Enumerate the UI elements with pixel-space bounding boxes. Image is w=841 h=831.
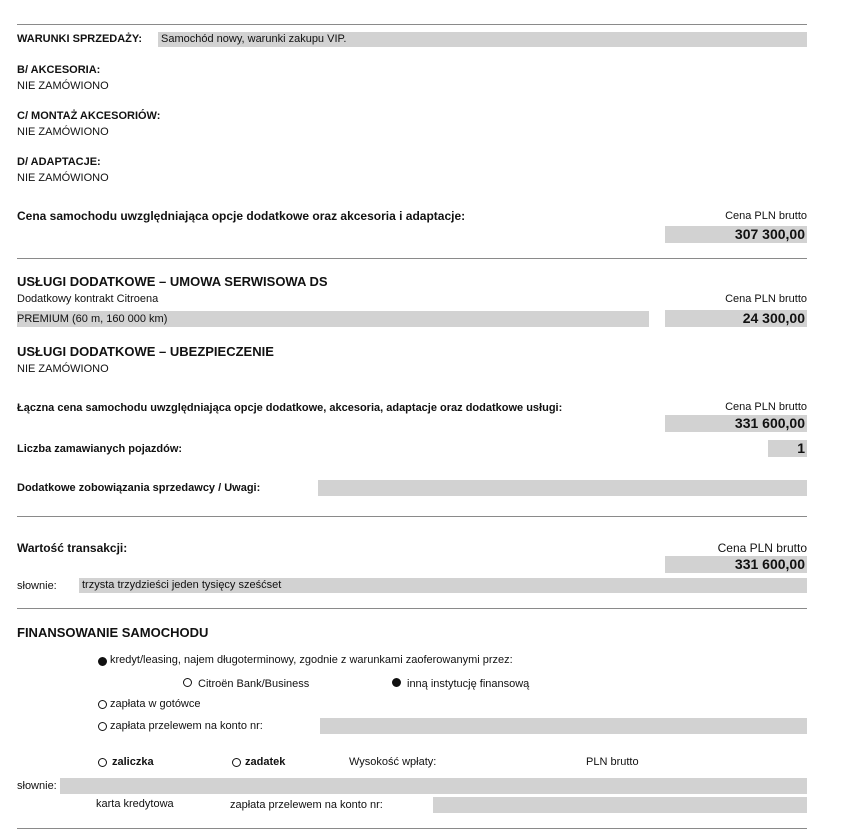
citroen-bank-radio[interactable] (183, 678, 192, 687)
car-price-value: 307 300,00 (665, 226, 807, 243)
payment-transfer-label: zapłata przelewem na konto nr: (230, 799, 383, 811)
citroen-bank-label: Citroën Bank/Business (198, 678, 310, 690)
total-price-header: Cena PLN brutto (725, 401, 807, 413)
adaptations-value: NIE ZAMÓWIONO (17, 172, 109, 184)
divider-top (17, 24, 807, 25)
seller-notes-label: Dodatkowe zobowiązania sprzedawcy / Uwagi: (17, 482, 261, 494)
credit-leasing-label: kredyt/leasing, najem długoterminowy, zgodnie z warunkami zaoferowanymi przez: (110, 654, 513, 666)
payment-transfer-field[interactable] (433, 797, 807, 813)
divider-financing (17, 608, 807, 609)
accessories-install-title: C/ MONTAŻ AKCESORIÓW: (17, 110, 161, 122)
service-contract-value: 24 300,00 (665, 310, 807, 327)
seller-notes-field (318, 480, 807, 496)
divider-bottom (17, 828, 807, 829)
payment-words-field[interactable] (60, 778, 807, 794)
cash-payment-radio[interactable] (98, 700, 107, 709)
divider-services (17, 258, 807, 259)
total-price-value: 331 600,00 (665, 415, 807, 432)
transaction-label: Wartość transakcji: (17, 541, 128, 555)
transaction-value: 331 600,00 (665, 556, 807, 573)
cash-payment-label: zapłata w gotówce (110, 698, 201, 710)
total-price-label: Łączna cena samochodu uwzględniająca opcje dodatkowe, akcesoria, adaptacje oraz dodatkowe usługi: (17, 402, 563, 414)
other-institution-label: inną instytucję finansową (407, 678, 530, 690)
payment-words-label: słownie: (17, 780, 57, 792)
service-contract-subtitle: Dodatkowy kontrakt Citroena (17, 293, 159, 305)
vehicle-count-label: Liczba zamawianych pojazdów: (17, 443, 183, 455)
sale-terms-label: WARUNKI SPRZEDAŻY: (17, 33, 143, 45)
adaptations-title: D/ ADAPTACJE: (17, 156, 101, 168)
car-price-header: Cena PLN brutto (725, 210, 807, 222)
insurance-value: NIE ZAMÓWIONO (17, 363, 109, 375)
transaction-words-value: trzysta trzydzieści jeden tysięcy sześćset (82, 579, 282, 591)
deposit-radio[interactable] (232, 758, 241, 767)
vehicle-count-value: 1 (768, 440, 807, 457)
accessories-install-value: NIE ZAMÓWIONO (17, 126, 109, 138)
service-contract-header: Cena PLN brutto (725, 293, 807, 305)
transfer-account-field[interactable] (320, 718, 807, 734)
other-institution-radio[interactable] (392, 678, 401, 687)
credit-leasing-radio[interactable] (98, 657, 107, 666)
transaction-header: Cena PLN brutto (717, 541, 807, 555)
payment-currency-label: PLN brutto (586, 756, 639, 768)
credit-card-label: karta kredytowa (96, 798, 174, 810)
car-price-label: Cena samochodu uwzględniająca opcje dodatkowe oraz akcesoria i adaptacje: (17, 209, 466, 223)
deposit-label: zadatek (245, 756, 286, 768)
transfer-payment-radio[interactable] (98, 722, 107, 731)
accessories-title: B/ AKCESORIA: (17, 64, 101, 76)
divider-transaction (17, 516, 807, 517)
sale-terms-value: Samochód nowy, warunki zakupu VIP. (161, 33, 347, 45)
advance-radio[interactable] (98, 758, 107, 767)
payment-amount-label: Wysokość wpłaty: (349, 756, 437, 768)
transfer-payment-label: zapłata przelewem na konto nr: (110, 720, 263, 732)
financing-title: FINANSOWANIE SAMOCHODU (17, 625, 209, 640)
transaction-words-label: słownie: (17, 580, 57, 592)
service-contract-title: USŁUGI DODATKOWE – UMOWA SERWISOWA DS (17, 274, 328, 289)
accessories-value: NIE ZAMÓWIONO (17, 80, 109, 92)
insurance-title: USŁUGI DODATKOWE – UBEZPIECZENIE (17, 344, 274, 359)
advance-label: zaliczka (112, 756, 154, 768)
service-package-value: PREMIUM (60 m, 160 000 km) (17, 313, 168, 325)
